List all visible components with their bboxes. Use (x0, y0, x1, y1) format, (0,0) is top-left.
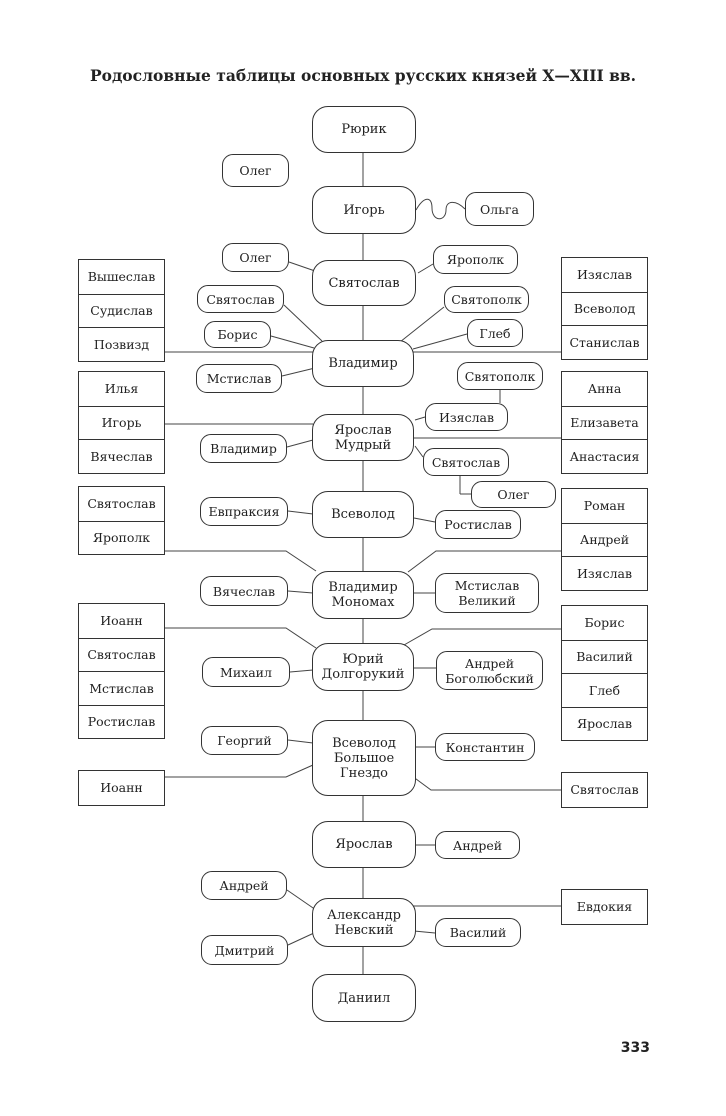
table-cell: Святослав (570, 782, 639, 798)
node-vladimir-monomakh: Владимир Мономах (312, 571, 414, 619)
table-cell: Василий (562, 640, 647, 674)
node-evpraksia: Евпраксия (200, 497, 288, 526)
sons-table-left-1 (78, 259, 165, 362)
page-title: Родословные таблицы основных русских князей X—XIII вв. (89, 66, 637, 85)
table-cell: Борис (584, 615, 625, 631)
node-izyaslav-y: Изяслав (425, 403, 508, 431)
table-cell: Позвизд (79, 327, 164, 361)
table-cell: Илья (104, 381, 139, 397)
node-igor: Игорь (312, 186, 416, 234)
node-vsevolod: Всеволод (312, 491, 414, 538)
table-cell: Роман (583, 498, 626, 514)
node-alexander-nevsky: Александр Невский (312, 898, 416, 947)
table-cell: Елизавета (562, 406, 647, 440)
table-cell: Игорь (79, 406, 164, 440)
node-vasily: Василий (435, 918, 521, 947)
node-yaropolk-1: Ярополк (433, 245, 518, 274)
page-number: 333 (620, 1040, 650, 1056)
sons-table-right-3 (561, 488, 648, 591)
table-cell: Изяслав (562, 556, 647, 590)
node-daniil: Даниил (312, 974, 416, 1022)
table-cell: Анна (587, 381, 622, 397)
node-vsevolod-bolshoe-gnezdo: Всеволод Большое Гнездо (312, 720, 416, 796)
node-mstislav-veliky: Мстислав Великий (435, 573, 539, 613)
table-cell: Святослав (79, 638, 164, 672)
node-yaroslav: Ярослав (312, 821, 416, 868)
sons-table-left-5 (78, 770, 165, 806)
node-oleg-1: Олег (222, 154, 289, 187)
node-vladimir: Владимир (312, 340, 414, 387)
node-svyatopolk-y: Святополк (457, 362, 543, 390)
node-andrey-an: Андрей (201, 871, 287, 900)
table-cell: Андрей (562, 523, 647, 557)
sons-table-right-5 (561, 772, 648, 808)
table-cell: Иоанн (100, 780, 143, 796)
sons-table-right-4 (561, 605, 648, 741)
table-cell: Святослав (87, 496, 156, 512)
node-andrey-bogolyubsky: Андрей Боголюбский (436, 651, 543, 690)
sons-table-left-4 (78, 603, 165, 739)
node-yuri-dolgoruky: Юрий Долгорукий (312, 643, 414, 691)
daughters-table-right-6 (561, 889, 648, 925)
node-dmitry: Дмитрий (201, 935, 288, 965)
table-cell: Вячеслав (79, 439, 164, 473)
table-cell: Ростислав (79, 705, 164, 739)
table-cell: Всеволод (562, 292, 647, 326)
table-cell: Мстислав (79, 671, 164, 705)
node-vladimir-y: Владимир (200, 434, 287, 463)
daughters-table-right-2 (561, 371, 648, 474)
node-svyatoslav: Святослав (312, 260, 416, 306)
node-konstantin: Константин (435, 733, 535, 761)
node-svyatoslav-y: Святослав (423, 448, 509, 476)
table-cell: Евдокия (576, 899, 633, 915)
node-mstislav-v: Мстислав (196, 364, 282, 393)
table-cell: Иоанн (100, 613, 143, 629)
table-cell: Вышеслав (87, 269, 156, 285)
node-oleg-2: Олег (222, 243, 289, 272)
node-mikhail: Михаил (202, 657, 290, 687)
node-svyatoslav-v: Святослав (197, 285, 284, 313)
node-andrey-ya: Андрей (435, 831, 520, 859)
sons-table-left-2 (78, 371, 165, 474)
node-vyacheslav: Вячеслав (200, 576, 288, 606)
table-cell: Станислав (562, 325, 647, 359)
table-cell: Глеб (562, 673, 647, 707)
node-svyatopolk-v: Святополк (444, 286, 529, 313)
table-cell: Ярополк (79, 521, 164, 555)
table-cell: Анастасия (562, 439, 647, 473)
table-cell: Ярослав (562, 707, 647, 741)
node-rurik: Рюрик (312, 106, 416, 153)
node-boris-v: Борис (204, 321, 271, 348)
table-cell: Изяслав (576, 267, 633, 283)
node-yaroslav-mudry: Ярослав Мудрый (312, 414, 414, 461)
table-cell: Судислав (79, 294, 164, 328)
node-gleb-v: Глеб (467, 319, 523, 347)
sons-table-left-3 (78, 486, 165, 555)
sons-table-right-1 (561, 257, 648, 360)
node-rostislav: Ростислав (435, 510, 521, 539)
node-olga: Ольга (465, 192, 534, 226)
node-georgy: Георгий (201, 726, 288, 755)
node-oleg-y: Олег (471, 481, 556, 508)
